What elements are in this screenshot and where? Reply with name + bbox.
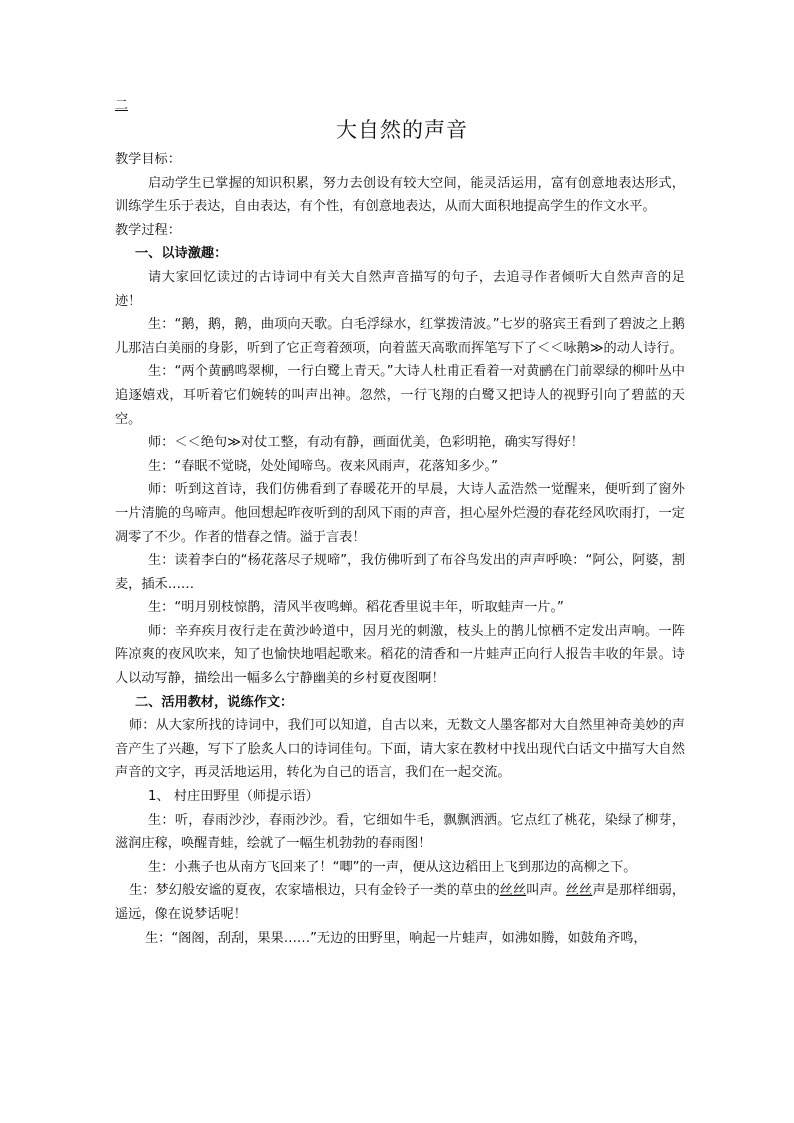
header-mark: 二 [115,98,129,113]
section-heading-2: 二、活用教材，说练作文： [135,694,294,710]
objectives-label: 教学目标： [115,152,181,167]
paragraph-1: 请大家回忆读过的古诗词中有关大自然声音描写的句子，去追寻作者倾听大自然声音的足迹！ [115,269,685,309]
paragraph-14: 生：“阁阁，刮刮，果果……”无边的田野里，响起一片蛙声，如沸如腾，如鼓角齐鸣， [145,930,647,946]
paragraph-8: 生：“明月别枝惊鹊，清风半夜鸣蝉。稻花香里说丰年，听取蛙声一片。” [148,600,564,616]
paragraph-13-part-c: 声是那样细弱，遥远，像在说梦话呢！ [115,883,686,922]
document-body [115,148,685,950]
process-label: 教学过程： [115,222,181,238]
paragraph-4: 师：＜＜绝句≫对仗工整，有动有静，画面优美，色彩明艳，确实写得好！ [148,435,584,451]
underlined-sound-2: 丝丝 [565,883,593,899]
paragraph-6: 师：听到这首诗，我们仿佛看到了春暖花开的早晨，大诗人孟浩然一觉醒来，便听到了窗外一片清脆的鸟啼声。他回想起昨夜听到的刮风下雨的声音，担心屋外烂漫的春花经风吹雨打，一定凋零了不少。作者的惜春之情。溢于言表！ [115,482,685,545]
paragraph-13 [115,879,685,926]
paragraph-12: 生：小燕子也从南方飞回来了！“唧”的一声，便从这边稻田上飞到那边的高柳之下。 [148,859,637,875]
section-heading-1: 一、以诗激趣： [135,246,228,262]
underlined-sound-1: 丝丝 [499,883,527,899]
paragraph-2: 生：“鹅，鹅，鹅，曲项向天歌。白毛浮绿水，红掌拨清波。”七岁的骆宾王看到了碧波之上鹅儿那洁白美丽的身影，听到了它正弯着颈项，向着蓝天高歌而挥笔写下了＜＜咏鹅≫的动人诗行。 [115,317,685,356]
paragraph-3: 生：“两个黄鹂鸣翠柳，一行白鹭上青天。”大诗人杜甫正看着一对黄鹂在门前翠绿的柳叶丛中追逐嬉戏，耳听着它们婉转的叫声出神。忽然，一行飞翔的白鹭又把诗人的视野引向了碧蓝的天空。 [115,364,685,427]
paragraph-7: 生：读着李白的“杨花落尽子规啼”，我仿佛听到了布谷鸟发出的声声呼唤：“阿公，阿婆，割麦，插禾…… [115,553,685,592]
paragraph-13-part-a: 生：梦幻般安谧的夏夜，农家墙根边，只有金铃子一类的草虫的 [129,883,500,899]
paragraph-11: 生：听，春雨沙沙，春雨沙沙。看，它细如牛毛，飘飘洒洒。它点红了桃花，染绿了柳芽，滋润庄稼，唤醒青蛙，绘就了一幅生机勃勃的春雨图！ [115,812,685,852]
paragraph-13-part-b: 叫声。 [526,883,566,899]
paragraph-9: 师：辛弃疾月夜行走在黄沙岭道中，因月光的刺激，枝头上的鹊儿惊栖不定发出声响。一阵阵凉爽的夜风吹来，知了也愉快地唱起歌来。稻花的清香和一片蛙声正向行人报告丰收的年景。诗人以动写静，描绘出一幅多么宁静幽美的乡村夏夜图啊！ [115,623,685,687]
objectives-paragraph: 启动学生已掌握的知识积累，努力去创设有较大空间，能灵活运用，富有创意地表达形式，训练学生乐于表达，自由表达，有个性，有创意地表达，从而大面积地提高学生的作文水平。 [115,175,685,215]
paragraph-10: 师：从大家所找的诗词中，我们可以知道，自古以来，无数文人墨客都对大自然里神奇美妙的声音产生了兴趣，写下了脍炙人口的诗词佳句。下面，请大家在教材中找出现代白话文中描写大自然声音的文字，再灵活地运用，转化为自己的语言，我们在一起交流。 [115,718,685,781]
list-item-1: 1、 村庄田野里（师提示语） [148,789,319,805]
paragraph-5: 生：“春眠不觉晓，处处闻啼鸟。夜来风雨声，花落知多少。” [148,458,498,474]
page-title: 大自然的声音 [336,118,468,142]
